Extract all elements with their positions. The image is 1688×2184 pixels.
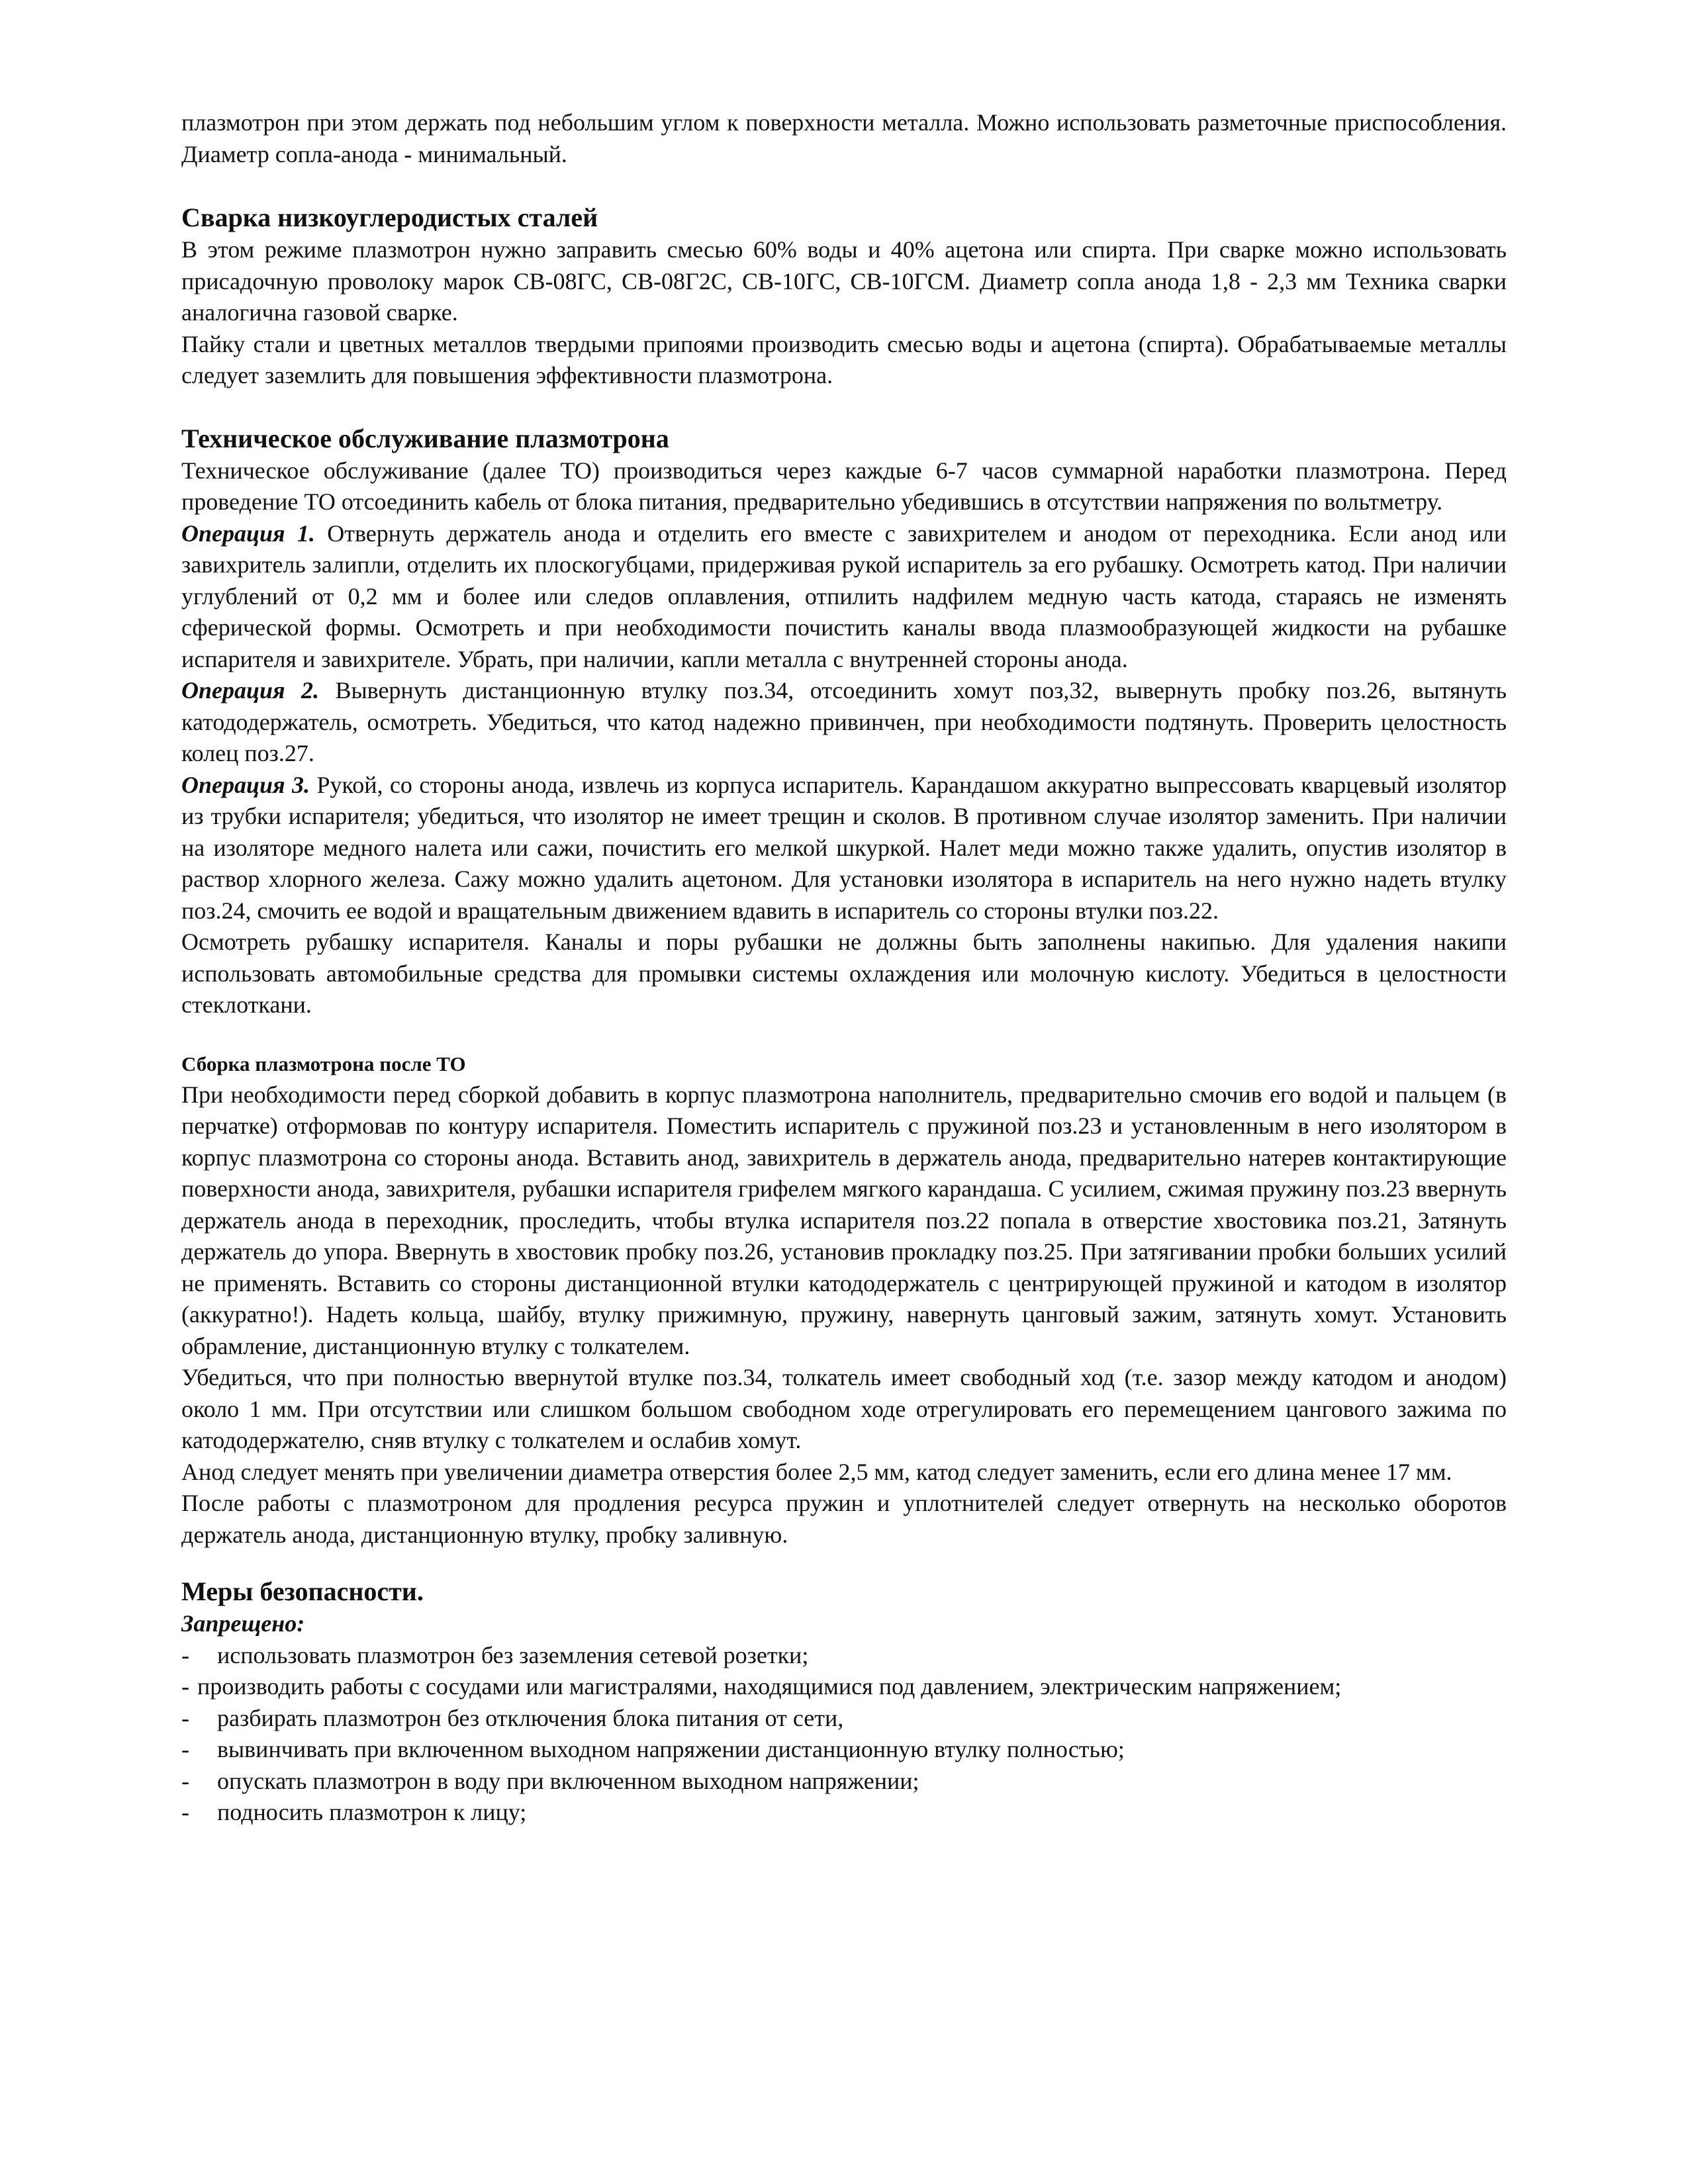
operation-3-label: Операция 3.: [181, 771, 310, 798]
dash-marker: -: [181, 1673, 189, 1700]
operation-1-label: Операция 1.: [181, 520, 315, 547]
list-item: [181, 1640, 1507, 1672]
list-item-text: использовать плазмотрон без заземления сетевой розетки;: [217, 1641, 809, 1668]
list-item-text: опускать плазмотрон в воду при включенном выходном напряжении;: [217, 1767, 919, 1794]
list-item-text: производить работы с сосудами или магистралями, находящимися под давлением, электрическим напряжением;: [197, 1673, 1342, 1700]
list-item-text: разбирать плазмотрон без отключения блока питания от сети,: [217, 1704, 844, 1731]
assembly-paragraph-1: При необходимости перед сборкой добавить в корпус плазмотрона наполнитель, предварительно смочив его водой и пальцем (в перчатке) отформовав по контуру испарителя. Поместить испаритель с пружиной поз.23 и установленным в него изолятором в корпус плазмотрона со стороны анода. Вставить анод, завихритель в держатель анода, предварительно натерев контактирующие поверхности анода, завихрителя, рубашки испарителя грифелем мягкого карандаша. С усилием, сжимая пружину поз.23 ввернуть держатель анода в переходник, проследить, чтобы втулка испарителя поз.22 попала в отверстие хвостовика поз.21, Затянуть держатель до упора. Ввернуть в хвостовик пробку поз.26, установив прокладку поз.25. При затягивании пробки больших усилий не применять. Вставить со стороны дистанционной втулки катододержатель с центрирующей пружиной и катодом в изолятор (аккуратно!). Надеть кольца, шайбу, втулку прижимную, пружину, навернуть цанговый зажим, затянуть хомут. Установить обрамление, дистанционную втулку с толкателем.: [181, 1081, 1507, 1359]
operation-2-label: Операция 2.: [181, 677, 320, 704]
operation-1-paragraph: [181, 518, 1507, 676]
spacer: [181, 170, 1507, 201]
dash-marker: -: [181, 1736, 189, 1762]
list-item-text: вывинчивать при включенном выходном напряжении дистанционную втулку полностью;: [217, 1736, 1125, 1762]
operation-3-paragraph: [181, 770, 1507, 927]
jacket-inspection-paragraph: Осмотреть рубашку испарителя. Каналы и поры рубашки не должны быть заполнены накипью. Для удаления накипи использовать автомобильные средства для промывки системы охлаждения или молочную кислоту. Убедиться в целостности стеклоткани.: [181, 929, 1507, 1018]
assembly-paragraph-4: После работы с плазмотроном для продления ресурса пружин и уплотнителей следует отвернуть на несколько оборотов держатель анода, дистанционную втулку, пробку заливную.: [181, 1490, 1507, 1548]
list-item: [181, 1703, 1507, 1735]
list-item-text: подносить плазмотрон к лицу;: [217, 1799, 527, 1825]
list-item: [181, 1766, 1507, 1797]
maintenance-heading: Техническое обслуживание плазмотрона: [181, 423, 669, 453]
assembly-paragraph-3: Анод следует менять при увеличении диаметра отверстия более 2,5 мм, катод следует заменить, если его длина менее 17 мм.: [181, 1458, 1452, 1485]
forbidden-list: [181, 1640, 1507, 1829]
safety-heading: Меры безопасности.: [181, 1576, 424, 1606]
document-page: [181, 107, 1507, 1829]
intro-paragraph: плазмотрон при этом держать под небольшим углом к поверхности металла. Можно использовать разметочные приспособления. Диаметр сопла-анода - минимальный.: [181, 109, 1507, 167]
spacer: [181, 1021, 1507, 1049]
list-item: [181, 1734, 1507, 1766]
dash-marker: -: [181, 1704, 189, 1731]
operation-1-text: Отвернуть держатель анода и отделить его вместе с завихрителем и анодом от переходника. Если анод или завихритель залипли, отделить их плоскогубцами, придерживая рукой испаритель за его рубашку. Осмотреть катод. При наличии углублений от 0,2 мм и более или следов оплавления, отпилить надфилем медную часть катода, стараясь не изменять сферической формы. Осмотреть и при необходимости почистить каналы ввода плазмообразующей жидкости на рубашке испарителя и завихрителе. Убрать, при наличии, капли металла с внутренней стороны анода.: [181, 520, 1507, 672]
dash-marker: -: [181, 1641, 189, 1668]
spacer: [181, 392, 1507, 422]
spacer: [181, 1551, 1507, 1575]
dash-marker: -: [181, 1767, 189, 1794]
assembly-paragraph-2: Убедиться, что при полностью ввернутой втулке поз.34, толкатель имеет свободный ход (т.е. зазор между катодом и анодом) около 1 мм. При отсутствии или слишком большом свободном ходе отрегулировать его перемещением цангового зажима по катододержателю, сняв втулку с толкателем и ослабив хомут.: [181, 1364, 1507, 1453]
list-item: [181, 1671, 1507, 1703]
operation-3-text: Рукой, со стороны анода, извлечь из корпуса испаритель. Карандашом аккуратно выпрессовать кварцевый изолятор из трубки испарителя; убедиться, что изолятор не имеет трещин и сколов. В противном случае изолятор заменить. При наличии на изоляторе медного налета или сажи, почистить его мелкой шкуркой. Налет меди можно также удалить, опустив изолятор в раствор хлорного железа. Сажу можно удалить ацетоном. Для установки изолятора в испаритель на него нужно надеть втулку поз.24, смочить ее водой и вращательным движением вдавить в испаритель со стороны втулки поз.22.: [181, 771, 1507, 924]
operation-2-paragraph: [181, 675, 1507, 770]
forbidden-label: Запрещено:: [181, 1610, 305, 1637]
assembly-heading: Сборка плазмотрона после ТО: [181, 1052, 466, 1075]
list-item: [181, 1797, 1507, 1829]
operation-2-text: Вывернуть дистанционную втулку поз.34, отсоединить хомут поз,32, вывернуть пробку поз.26, вытянуть катододержатель, осмотреть. Убедиться, что катод надежно привинчен, при необходимости подтянуть. Проверить целостность колец поз.27.: [181, 677, 1507, 766]
welding-paragraph-2: Пайку стали и цветных металлов твердыми припоями производить смесью воды и ацетона (спирта). Обрабатываемые металлы следует заземлить для повышения эффективности плазмотрона.: [181, 330, 1507, 388]
welding-paragraph-1: В этом режиме плазмотрон нужно заправить смесью 60% воды и 40% ацетона или спирта. При сварке можно использовать присадочную проволоку марок СВ-08ГС, СВ-08Г2С, СВ-10ГС, СВ-10ГСМ. Диаметр сопла анода 1,8 - 2,3 мм Техника сварки аналогична газовой сварке.: [181, 236, 1507, 326]
welding-heading: Сварка низкоуглеродистых сталей: [181, 203, 598, 232]
maintenance-intro: Техническое обслуживание (далее ТО) производиться через каждые 6-7 часов суммарной наработки плазмотрона. Перед проведение ТО отсоединить кабель от блока питания, предварительно убедившись в отсутствии напряжения по вольтметру.: [181, 457, 1507, 515]
dash-marker: -: [181, 1799, 189, 1825]
